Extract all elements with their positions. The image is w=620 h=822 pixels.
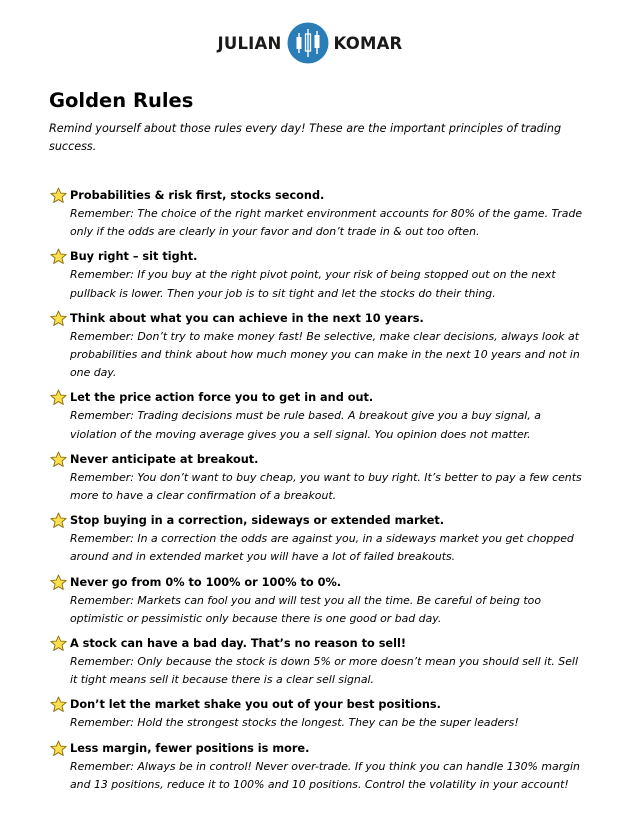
rule-text: Remember: In a correction the odds are against you, in a sideways market you get chopped around and in extended market you will have a lot of failed breakouts. [70, 532, 574, 564]
rules-list [49, 186, 584, 800]
star-icon [50, 696, 67, 713]
page-title: Golden Rules [49, 89, 194, 112]
rule-item [49, 739, 584, 794]
rule-title: Think about what you can achieve in the next 10 years. [70, 311, 424, 325]
star-icon [50, 635, 67, 652]
rule-title: Less margin, fewer positions is more. [70, 741, 310, 755]
star-icon [50, 187, 67, 204]
rule-text: Remember: If you buy at the right pivot point, your risk of being stopped out on the next pullback is lower. Then your job is to sit tight and let the stocks do their thing. [70, 268, 556, 300]
rule-item [49, 695, 584, 732]
rule-text: Remember: Don’t try to make money fast! Be selective, make clear decisions, always look at probabilities and think about how much money you can make in the next 10 years and not in one day. [70, 329, 580, 380]
rule-item [49, 511, 584, 566]
star-icon [50, 451, 67, 468]
rule-item [49, 450, 584, 505]
rule-text: Remember: Only because the stock is down 5% or more doesn’t mean you should sell it. Sell it tight means sell it because there is a clear sell signal. [70, 655, 578, 687]
brand-header [0, 21, 620, 65]
star-icon [50, 740, 67, 757]
rule-title: Never go from 0% to 100% or 100% to 0%. [70, 575, 342, 589]
rule-title: Stop buying in a correction, sideways or extended market. [70, 514, 445, 528]
star-icon [50, 248, 67, 265]
rule-item [49, 573, 584, 628]
rule-text: Remember: The choice of the right market environment accounts for 80% of the game. Trade only if the odds are clearly in your favor and don’t trade in & out too often. [70, 207, 583, 239]
star-icon [50, 389, 67, 406]
rule-text: Remember: You don’t want to buy cheap, you want to buy right. It’s better to pay a few cents more to have a clear confirmation of a breakout. [70, 470, 582, 503]
rule-text: Remember: Trading decisions must be rule based. A breakout give you a buy signal, a violation of the moving average gives you a sell signal. You opinion does not matter. [70, 409, 541, 441]
rule-title: Let the price action force you to get in and out. [70, 391, 374, 405]
rule-title: A stock can have a bad day. That’s no reason to sell! [70, 637, 406, 651]
brand-last-name: KOMAR [333, 33, 403, 53]
rule-item [49, 388, 584, 443]
rule-text: Remember: Always be in control! Never over-trade. If you think you can handle 130% margin and 13 positions, reduce it to 100% and 10 positions. Control the volatility in your account! [70, 759, 580, 791]
page-subtitle: Remind yourself about those rules every day! These are the important principles of trading success. [49, 122, 562, 153]
rule-title: Don’t let the market shake you out of your best positions. [70, 698, 441, 712]
rule-title: Never anticipate at breakout. [70, 452, 259, 466]
star-icon [50, 310, 67, 327]
star-icon [50, 512, 67, 529]
rule-text: Remember: Markets can fool you and will test you all the time. Be careful of being too optimistic or pessimistic only because there is one good or bad day. [70, 593, 541, 625]
rule-title: Buy right – sit tight. [70, 250, 198, 264]
rule-item [49, 186, 584, 241]
rule-title: Probabilities & risk first, stocks second. [70, 189, 325, 202]
star-icon [50, 574, 67, 591]
brand-first-name: JULIAN [217, 33, 282, 53]
rule-item [49, 309, 584, 383]
rule-item [49, 247, 584, 302]
candlestick-chart-logo-icon [287, 22, 329, 64]
rule-item [49, 634, 584, 689]
rule-text: Remember: Hold the strongest stocks the longest. They can be the super leaders! [70, 716, 519, 730]
